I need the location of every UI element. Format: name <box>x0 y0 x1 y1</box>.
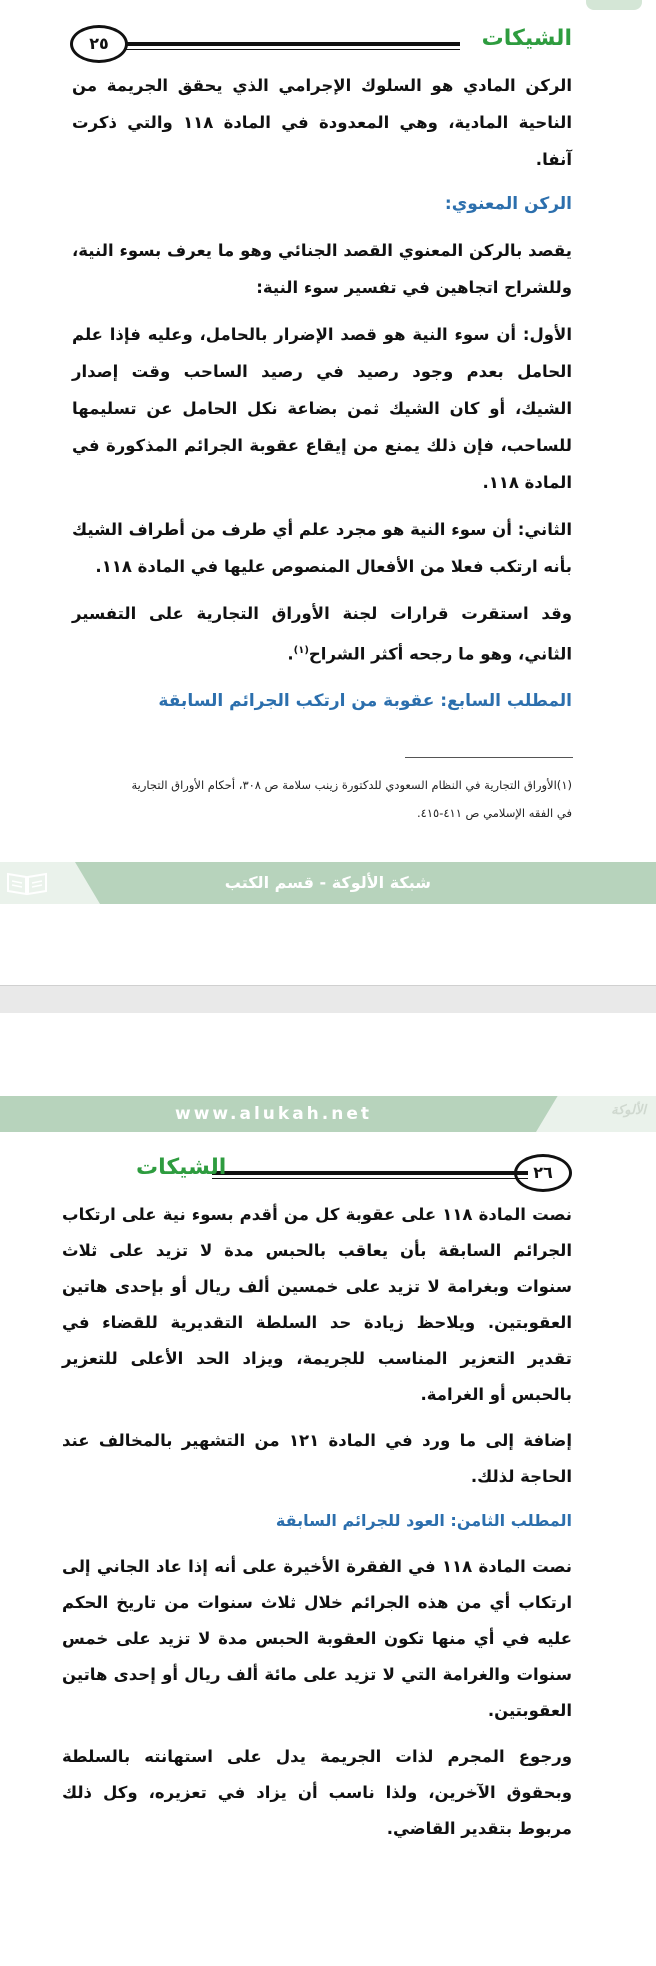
paragraph: الثاني: أن سوء النية هو مجرد علم أي طرف من أطراف الشيك بأنه ارتكب فعلا من الأفعال المنصوص عليها في المادة ١١٨. <box>72 520 572 576</box>
section-heading: المطلب السابع: عقوبة من ارتكب الجرائم السابقة <box>158 690 572 711</box>
paragraph: يقصد بالركن المعنوي القصد الجنائي وهو ما يعرف بسوء النية، وللشراح اتجاهين في تفسير سوء النية: <box>72 241 572 297</box>
footnote-line: (١)الأوراق التجارية في النظام السعودي للدكتورة زينب سلامة ص ٣٠٨، أحكام الأوراق التجارية <box>131 778 572 792</box>
header-rule-thin <box>212 1178 528 1179</box>
open-book-icon <box>6 870 48 896</box>
header-rule-thin <box>120 49 460 50</box>
page1-body <box>72 67 572 721</box>
header-rule <box>212 1171 528 1175</box>
paragraph: إضافة إلى ما ورد في المادة ١٢١ من التشهير بالمخالف عند الحاجة لذلك. <box>62 1431 572 1486</box>
section-heading: الركن المعنوي: <box>444 194 572 214</box>
page-number: ٢٦ <box>514 1154 572 1192</box>
alukah-logo: الألوكة <box>611 1103 646 1118</box>
paragraph: نصت المادة ١١٨ في الفقرة الأخيرة على أنه إذا عاد الجاني إلى ارتكاب أي من هذه الجرائم خلال ثلاث سنوات من تاريخ الحكم عليه في أي منها تكون العقوبة الحبس مدة لا تزيد على خمس سنوات والغرامة التي لا تزيد على مائة ألف ريال أو إحدى هاتين العقوبتين. <box>62 1557 572 1720</box>
header-banner <box>0 1096 656 1132</box>
page-number: ٢٥ <box>70 25 128 63</box>
corner-tab <box>586 0 642 10</box>
site-url[interactable]: www.alukah.net <box>175 1104 372 1124</box>
paragraph: الركن المادي هو السلوك الإجرامي الذي يحقق الجريمة من الناحية المادية، وهي المعدودة في المادة ١١٨ والتي ذكرت آنفا. <box>72 76 572 169</box>
page-26 <box>0 1013 656 1966</box>
page2-body <box>62 1197 572 1847</box>
footer-banner <box>0 862 656 904</box>
paragraph-text: وقد استقرت قرارات لجنة الأوراق التجارية على التفسير الثاني، وهو ما رجحه أكثر الشراح <box>72 604 572 664</box>
footnote-line: في الفقه الإسلامي ص ٤١١-٤١٥. <box>417 806 572 820</box>
page-title: الشيكات <box>481 26 572 51</box>
paragraph-end: . <box>287 644 294 664</box>
paragraph: ورجوع المجرم لذات الجريمة يدل على استهانته بالسلطة وبحقوق الآخرين، ولذا ناسب أن يزاد في تعزيره، وكل ذلك مربوط بتقدير القاضي. <box>62 1747 572 1838</box>
page-separator <box>0 985 656 1014</box>
banner-text: شبكة الألوكة - قسم الكتب <box>224 873 431 892</box>
header-rule <box>120 42 460 46</box>
paragraph: الأول: أن سوء النية هو قصد الإضرار بالحامل، وعليه فإذا علم الحامل بعدم وجود رصيد في رصيد الساحب وقت إصدار الشيك، أو كان الشيك ثمن بضاعة نكل الحامل عن تسليمها للساحب، فإن ذلك يمنع من إيقاع عقوبة الجرائم المذكورة في المادة ١١٨. <box>72 325 572 492</box>
paragraph <box>72 595 572 673</box>
page-title: الشيكات <box>136 1155 227 1180</box>
footnote-ref[interactable]: (١) <box>293 645 309 656</box>
paragraph: نصت المادة ١١٨ على عقوبة كل من أقدم بسوء نية على ارتكاب الجرائم السابقة بأن يعاقب بالحبس مدة لا تزيد على ثلاث سنوات وبغرامة لا تزيد على خمسين ألف ريال أو بإحدى هاتين العقوبتين. ويلاحظ زيادة حد السلطة التقديرية للقضاء في تقدير التعزير المناسب للجريمة، ويزاد الحد الأعلى للتعزير بالحبس أو الغرامة. <box>62 1205 572 1404</box>
section-heading: المطلب الثامن: العود للجرائم السابقة <box>275 1511 572 1530</box>
footnote <box>72 771 572 827</box>
footnote-separator <box>405 757 573 758</box>
